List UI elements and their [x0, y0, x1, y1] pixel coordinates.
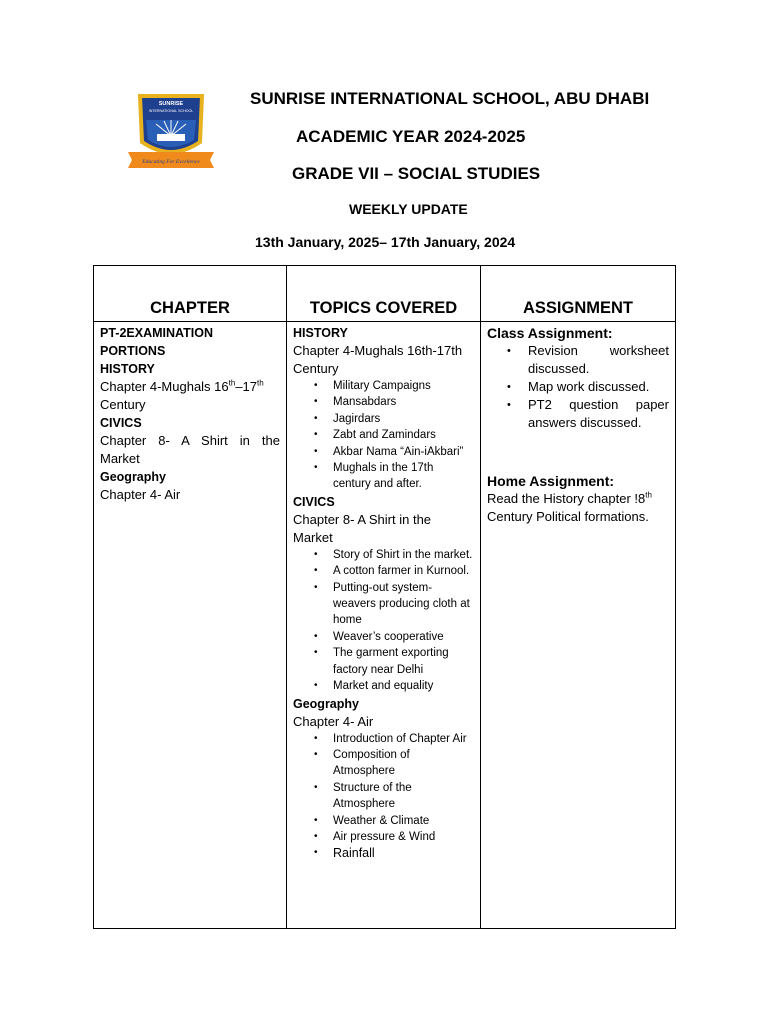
school-name: SUNRISE INTERNATIONAL SCHOOL, ABU DHABI	[250, 89, 650, 108]
history-label: HISTORY	[100, 362, 155, 376]
list-item: • Mansabdars	[293, 394, 474, 410]
list-item: • Structure of the Atmosphere	[293, 780, 474, 813]
list-item: • PT2 question paper answers discussed.	[487, 396, 669, 432]
header-chapter: CHAPTER	[94, 266, 287, 322]
academic-year: ACADEMIC YEAR 2024-2025	[296, 127, 526, 146]
header-assignment: ASSIGNMENT	[481, 266, 676, 322]
geography-chapter: Chapter 4- Air	[100, 487, 181, 502]
history-chapter: Chapter 4-Mughals 16th–17th Century	[100, 378, 264, 412]
table-row	[94, 322, 676, 929]
topics-geography-label: Geography	[293, 696, 359, 711]
list-item: • A cotton farmer in Kurnool.	[293, 563, 474, 579]
history-topic-list	[293, 378, 474, 493]
list-item: • Zabt and Zamindars	[293, 427, 474, 443]
date-range: 13th January, 2025– 17th January, 2024	[255, 234, 516, 250]
list-item: • Map work discussed.	[487, 378, 669, 396]
home-assignment-text: Read the History chapter !8th Century Political formations.	[487, 490, 652, 524]
portions-label: PT-2EXAMINATION PORTIONS	[100, 326, 213, 358]
list-item: • Story of Shirt in the market.	[293, 547, 474, 563]
book-icon	[157, 134, 185, 141]
class-assignment-list	[487, 342, 669, 432]
assignment-cell	[481, 322, 676, 929]
svg-text:Educating For Excellence: Educating For Excellence	[142, 159, 200, 165]
topics-history-chapter: Chapter 4-Mughals 16th-17th Century	[293, 343, 463, 376]
list-item: • Weather & Climate	[293, 813, 474, 829]
list-item: • Rainfall	[293, 845, 474, 861]
list-item: • Air pressure & Wind	[293, 829, 474, 845]
list-item: • Military Campaigns	[293, 378, 474, 394]
list-item: • Weaver’s cooperative	[293, 629, 474, 645]
topics-civics-chapter: Chapter 8- A Shirt in the Market	[293, 511, 432, 545]
list-item: • Introduction of Chapter Air	[293, 731, 474, 747]
weekly-update-table	[93, 265, 676, 929]
civics-label: CIVICS	[100, 416, 142, 430]
grade-subject: GRADE VII – SOCIAL STUDIES	[292, 164, 541, 183]
svg-text:INTERNATIONAL SCHOOL: INTERNATIONAL SCHOOL	[148, 109, 194, 113]
list-item: • Market and equality	[293, 678, 474, 694]
topics-geography-chapter: Chapter 4- Air	[293, 713, 374, 729]
weekly-update-title: WEEKLY UPDATE	[349, 201, 468, 217]
civics-chapter: Chapter 8- A Shirt in the Market	[100, 433, 280, 466]
home-assignment-label: Home Assignment:	[487, 473, 615, 489]
list-item: • Composition of Atmosphere	[293, 747, 474, 780]
school-logo	[126, 90, 216, 172]
svg-text:SUNRISE: SUNRISE	[158, 101, 184, 107]
topics-civics-label: CIVICS	[293, 494, 335, 509]
list-item: • Revision worksheet discussed.	[487, 342, 669, 378]
topics-history-label: HISTORY	[293, 326, 348, 340]
list-item: • Mughals in the 17th century and after.	[293, 460, 474, 493]
geography-label: Geography	[100, 470, 166, 484]
list-item: • The garment exporting factory near Delhi	[293, 645, 474, 678]
chapter-cell	[94, 322, 287, 929]
list-item: • Akbar Nama “Ain-iAkbari”	[293, 444, 474, 460]
civics-topic-list	[293, 547, 474, 695]
list-item: • Jagirdars	[293, 411, 474, 427]
class-assignment-label: Class Assignment:	[487, 325, 613, 341]
list-item: • Putting-out system- weavers producing cloth at home	[293, 580, 474, 629]
table-header-row	[94, 266, 676, 322]
topics-cell	[287, 322, 481, 929]
header-topics: TOPICS COVERED	[287, 266, 481, 322]
geography-topic-list	[293, 731, 474, 862]
